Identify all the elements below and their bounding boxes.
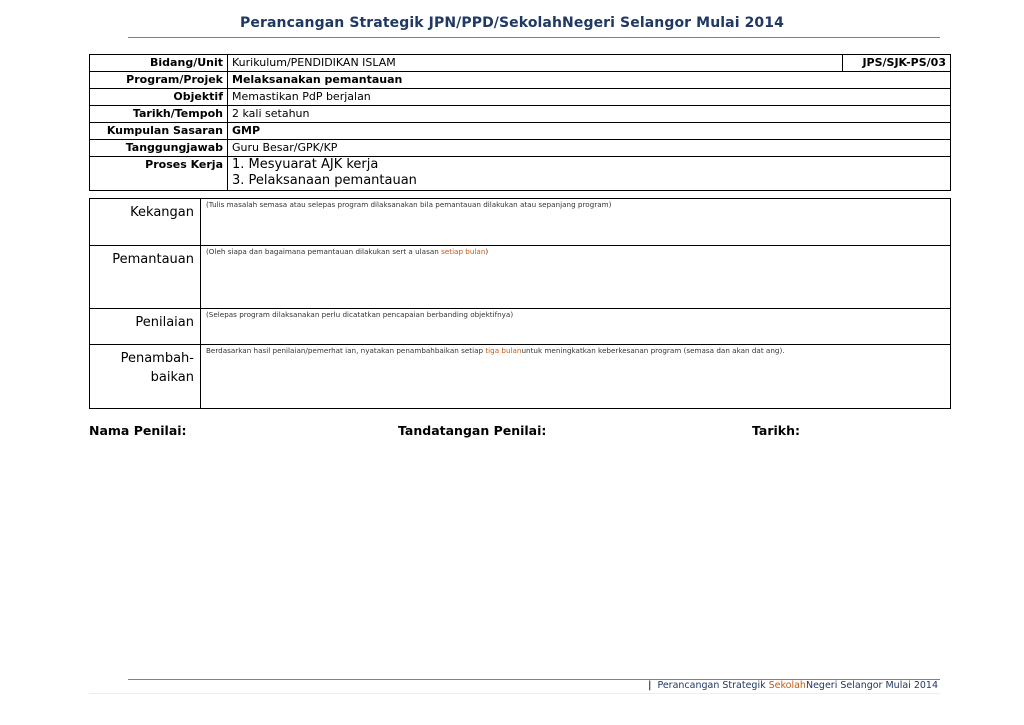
process-step: 3. Pelaksanaan pemantauan	[232, 173, 417, 188]
footer-accent: Sekolah	[768, 680, 806, 691]
info-label: Kumpulan Sasaran	[90, 123, 228, 140]
eval-instruction-text: Berdasarkan hasil penilaian/pemerhat ian, nyatakan penambahbaikan setiap	[206, 346, 486, 355]
header-rule	[128, 37, 940, 38]
eval-row-kekangan	[90, 199, 951, 246]
eval-instruction: (Tulis masalah semasa atau selepas program dilaksanakan bila pemantauan dilakukan atau sepanjang program)	[201, 199, 951, 246]
eval-row-penambahbaikan	[90, 345, 951, 409]
footer-text: Negeri Selangor Mulai 2014	[805, 680, 938, 691]
footer-separator: |	[647, 680, 652, 691]
eval-label-line: baikan	[150, 370, 194, 385]
info-value: Kurikulum/PENDIDIKAN ISLAM	[228, 55, 843, 72]
info-value: Melaksanakan pemantauan	[228, 72, 951, 89]
info-row-bidang	[90, 55, 951, 72]
info-row-objektif	[90, 89, 951, 106]
document-code: JPS/SJK-PS/03	[843, 55, 951, 72]
eval-instruction-text: (Oleh siapa dan bagaimana pemantauan dilakukan sert a ulasan	[206, 247, 442, 256]
info-value: GMP	[228, 123, 951, 140]
eval-instruction	[201, 345, 951, 409]
eval-instruction-text: )	[485, 247, 489, 256]
info-value: Guru Besar/GPK/KP	[228, 140, 951, 157]
info-value: Memastikan PdP berjalan	[228, 89, 951, 106]
evaluation-table	[89, 198, 951, 409]
footer-faint-rule	[89, 693, 940, 694]
info-row-tarikh	[90, 106, 951, 123]
eval-label-line: Penambah-	[120, 351, 194, 366]
info-label: Proses Kerja	[90, 157, 228, 191]
info-value: 2 kali setahun	[228, 106, 951, 123]
info-value	[228, 157, 951, 191]
eval-label: Penilaian	[90, 309, 201, 345]
eval-label: Pemantauan	[90, 246, 201, 309]
eval-instruction-text: untuk meningkatkan keberkesanan program (semasa dan akan dat ang).	[521, 346, 785, 355]
info-row-kumpulan	[90, 123, 951, 140]
eval-label	[90, 345, 201, 409]
footer-text: Perancangan Strategik	[657, 680, 769, 691]
page-title: Perancangan Strategik JPN/PPD/SekolahNegeri Selangor Mulai 2014	[240, 15, 784, 31]
eval-row-pemantauan	[90, 246, 951, 309]
info-row-proses	[90, 157, 951, 191]
info-label: Objektif	[90, 89, 228, 106]
page-footer	[648, 680, 938, 691]
process-step: 1. Mesyuarat AJK kerja	[232, 157, 379, 172]
info-label: Program/Projek	[90, 72, 228, 89]
eval-instruction	[201, 246, 951, 309]
eval-label: Kekangan	[90, 199, 201, 246]
eval-row-penilaian	[90, 309, 951, 345]
info-label: Bidang/Unit	[90, 55, 228, 72]
date-label: Tarikh:	[752, 423, 801, 438]
info-label: Tarikh/Tempoh	[90, 106, 228, 123]
eval-highlight: tiga bulan	[485, 346, 522, 355]
evaluator-signature-label: Tandatangan Penilai:	[398, 423, 547, 438]
info-row-tanggungjawab	[90, 140, 951, 157]
eval-highlight: setiap bulan	[441, 247, 486, 256]
evaluator-name-label: Nama Penilai:	[89, 423, 187, 438]
info-label: Tanggungjawab	[90, 140, 228, 157]
program-info-table	[89, 54, 951, 191]
info-row-program	[90, 72, 951, 89]
eval-instruction: (Selepas program dilaksanakan perlu dicatatkan pencapaian berbanding objektifnya)	[201, 309, 951, 345]
